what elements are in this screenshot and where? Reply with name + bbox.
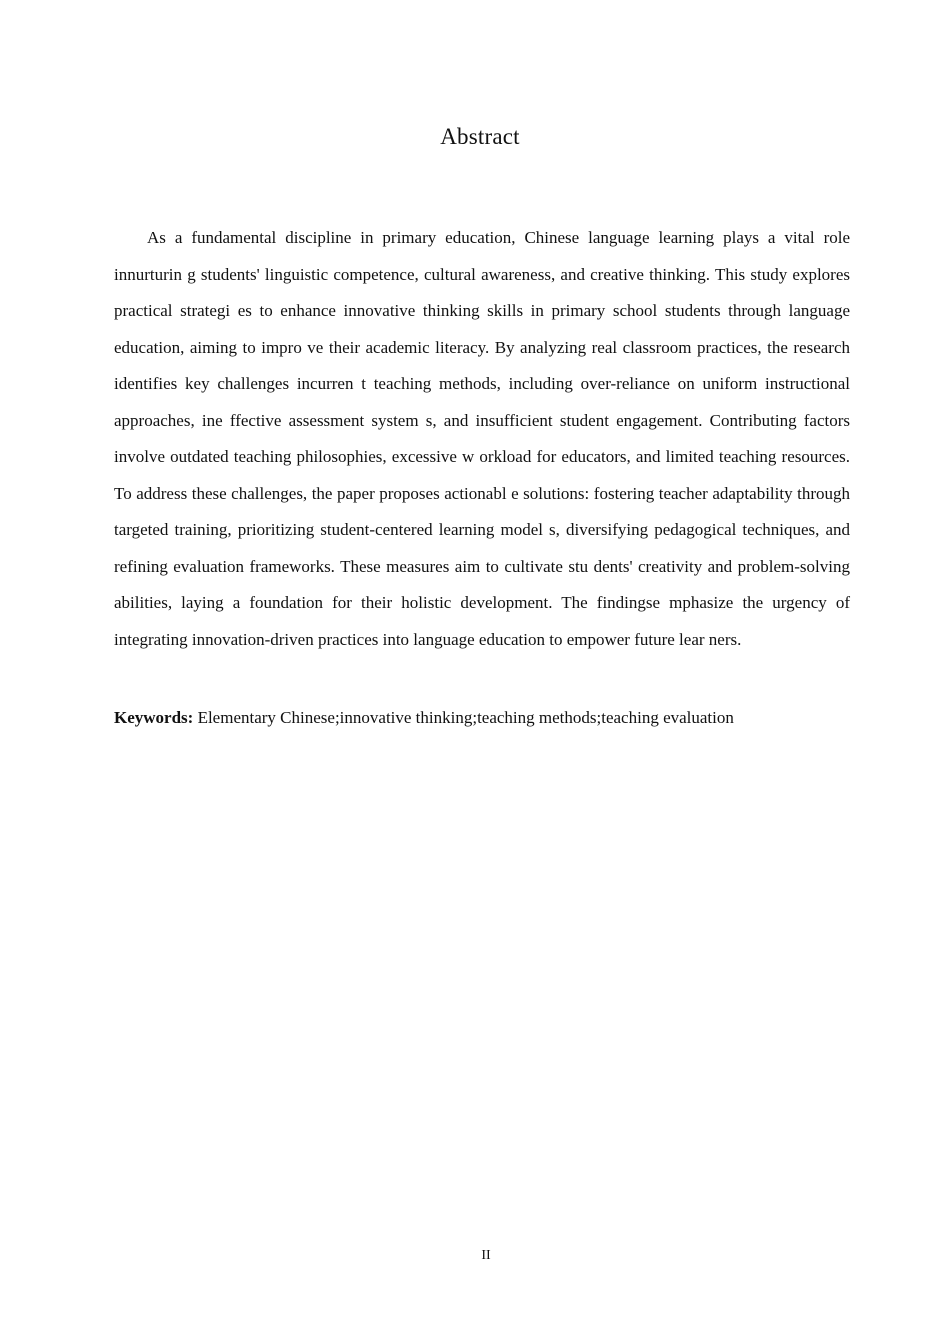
page-number: II bbox=[481, 1248, 491, 1263]
keywords-text: Elementary Chinese;innovative thinking;teaching methods;teaching evaluation bbox=[193, 708, 734, 727]
keywords-label: Keywords: bbox=[114, 708, 194, 727]
keywords-line bbox=[114, 703, 850, 733]
abstract-paragraph: As a fundamental discipline in primary education, Chinese language learning plays a vital role innurturin g students' linguistic competence, cultural awareness, and creative thinking. This study explores practical strategi es to enhance innovative thinking skills in primary school students through language education, aiming to impro ve their academic literacy. By analyzing real classroom practices, the research identifies key challenges incurren t teaching methods, including over-reliance on uniform instructional approaches, ine ffective assessment system s, and insufficient student engagement. Contributing factors involve outdated teaching philosophies, excessive w orkload for educators, and limited teaching resources. To address these challenges, the paper proposes actionabl e solutions: fostering teacher adaptability through targeted training, prioritizing student-centered learning model s, diversifying pedagogical techniques, and refining evaluation frameworks. These measures aim to cultivate stu dents' creativity and problem-solving abilities, laying a foundation for their holistic development. The findingse mphasize the urgency of integrating innovation-driven practices into language education to empower future lear ners. bbox=[114, 228, 850, 649]
page-title: Abstract bbox=[440, 124, 520, 149]
